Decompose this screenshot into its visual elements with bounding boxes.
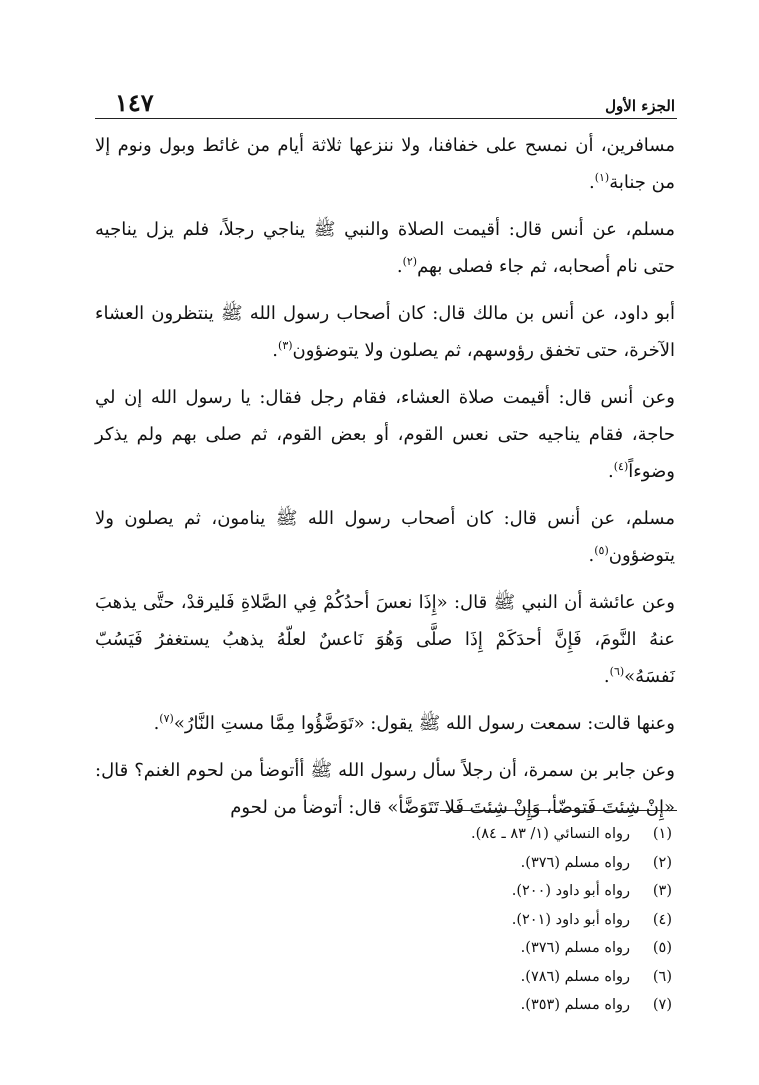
paragraph-text: مسافرين، أن نمسح على خفافنا، ولا ننزعها ثلاثة أيام من غائط وبول ونوم إلا من جنابة [95,135,675,193]
footnote-item [300,849,672,878]
paragraph-end: . [588,172,595,193]
footnote-text: رواه أبو داود (٢٠١). [511,911,630,928]
footnote-number: (٢) [652,854,672,871]
footnote-number: (٦) [652,968,672,985]
footnote-number: (٧) [652,997,672,1013]
page-number: ١٤٧ [115,88,154,117]
paragraph-text: مسلم، عن أنس قال: أقيمت الصلاة والنبي ﷺ يناجي رجلاً، فلم يزل يناجيه حتى نام أصحابه، ثم جاء فصلى بهم [95,219,675,277]
paragraph-end: . [272,340,279,361]
paragraph-text: مسلم، عن أنس قال: كان أصحاب رسول الله ﷺ ينامون، ثم يصلون ولا يتوضؤون [95,508,675,566]
paragraph-text: وعن جابر بن سمرة، أن رجلاً سأل رسول الله ﷺ أأتوضأ من لحوم الغنم؟ قال: «إِنْ شِئتَ فَتوضّأ، وَإِنْ شِئتَ فَلا تَتَوَضَّأ» قال: أتوضأ من لحوم [95,760,675,818]
footnote-number: (٥) [652,940,672,956]
paragraph-end: . [588,545,595,566]
paragraph-text: أبو داود، عن أنس بن مالك قال: كان أصحاب رسول الله ﷺ ينتظرون العشاء الآخرة، حتى تخفق رؤوسهم، ثم يصلون ولا يتوضؤون [95,303,675,361]
paragraph-end: . [396,256,403,277]
footnote-number: (٤) [652,911,672,928]
paragraph-5 [95,500,675,574]
volume-title: الجزء الأول [605,97,675,115]
footnote-text: رواه أبو داود (٢٠٠). [511,883,630,899]
paragraph-6 [95,584,675,695]
footnote-item [300,963,672,992]
running-head [115,88,675,117]
footnote-text: رواه النسائي (١/ ٨٣ ـ ٨٤). [470,826,630,842]
footnote-ref: (١) [594,171,610,184]
footnote-ref: (٢) [402,255,418,268]
footnote-text: رواه مسلم (٣٥٣). [520,997,630,1013]
footnote-number: (١) [652,826,672,842]
footnote-ref: (٤) [613,460,629,473]
footnote-text: رواه مسلم (٧٨٦). [520,968,630,985]
footnote-ref: (٥) [594,544,609,557]
footnote-item [300,877,672,906]
footnote-ref: (٦) [609,665,625,678]
paragraph-text: وعن أنس قال: أقيمت صلاة العشاء، فقام رجل فقال: يا رسول الله إن لي حاجة، فقام يناجيه حتى نعس القوم، أو بعض القوم، ثم صلى بهم ولم يذكر وضوءاً [95,387,675,482]
paragraph-text: وعن عائشة أن النبي ﷺ قال: «إِذَا نعسَ أحدُكُمْ فِي الصَّلاةِ فَليرقدْ، حتَّى يذهبَ عنهُ النَّومَ، فَإِنَّ أحدَكَمْ إِذَا صلَّى وَهُوَ نَاعسٌ لعلّهُ يذهبُ يستغفرُ فَيَسُبّ نَفسَهُ» [95,592,675,687]
footnote-text: رواه مسلم (٣٧٦). [520,940,630,956]
paragraph-2 [95,211,675,285]
paragraph-text: وعنها قالت: سمعت رسول الله ﷺ يقول: «تَوَضَّؤُوا مِمَّا مستِ النَّارُ» [173,713,675,734]
paragraph-4 [95,379,675,490]
paragraph-8 [95,752,675,826]
footnote-number: (٣) [652,883,672,899]
paragraph-end: . [608,461,614,482]
paragraph-end: . [603,666,610,687]
paragraph-3 [95,295,675,369]
header-rule [95,118,677,119]
footnote-text: رواه مسلم (٣٧٦). [520,854,630,871]
footnote-item [300,820,672,849]
footnotes [300,820,672,1020]
footnote-ref: (٧) [159,712,174,725]
body-text [95,127,675,826]
paragraph-7 [95,705,675,742]
paragraph-end: . [153,713,160,734]
footnote-item [300,991,672,1020]
footnote-item [300,934,672,963]
paragraph-1 [95,127,675,201]
footnote-item [300,906,672,935]
footnote-ref: (٣) [278,339,293,352]
footnote-rule [440,810,677,811]
